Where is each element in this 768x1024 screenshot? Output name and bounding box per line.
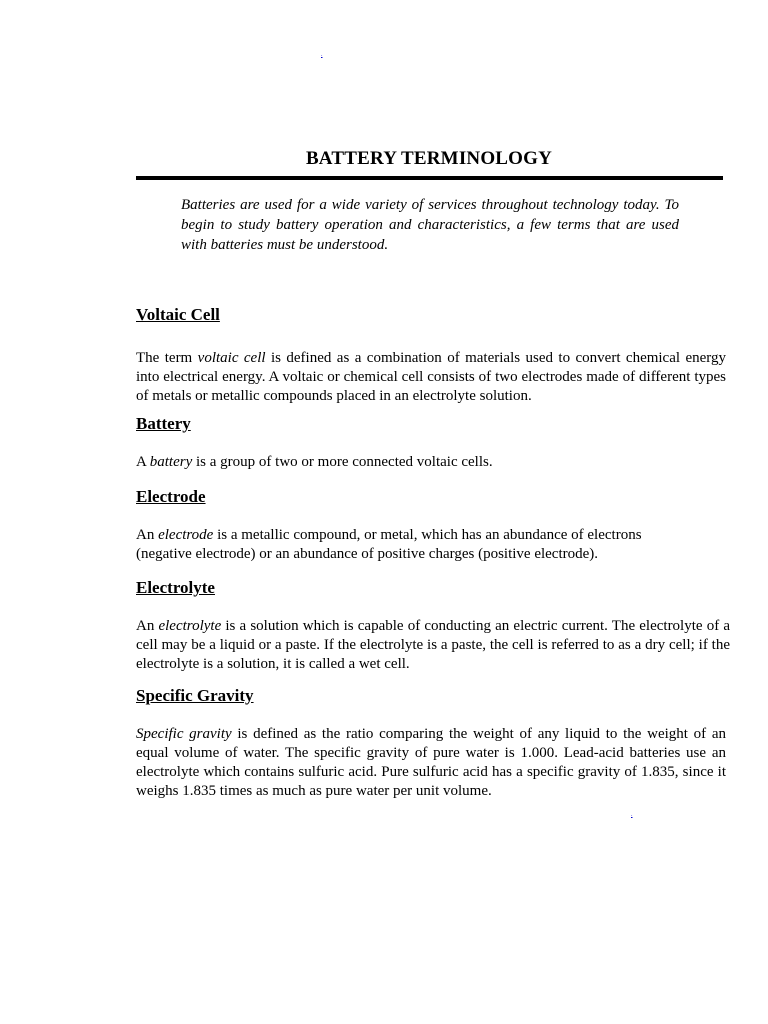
- section-body: [136, 349, 726, 406]
- section-electrode: [136, 487, 656, 564]
- body-text: is a solution which is capable of conducting an electric current. The electrolyte of a cell may be a liquid or a paste. If the electrolyte is a paste, the cell is referred to as a dry cell; if the electrolyte is a solution, it is called a wet cell.: [136, 618, 730, 672]
- body-text: An: [136, 618, 159, 634]
- body-text: An: [136, 527, 159, 543]
- section-specific-gravity: [136, 686, 726, 801]
- term-emphasis: Specific gravity: [136, 726, 232, 742]
- section-body: [136, 453, 726, 472]
- section-heading: Electrode: [136, 487, 206, 506]
- page-title: BATTERY TERMINOLOGY: [305, 148, 553, 169]
- body-text: is defined as a combination of materials used to convert chemical energy into electrical energy. A voltaic or chemical cell consists of two electrodes made of different types of metals or metallic compounds placed in an electrolyte solution.: [136, 350, 727, 404]
- title-divider: [136, 176, 723, 180]
- section-body: [136, 526, 656, 564]
- body-text: is a metallic compound, or metal, which has an abundance of electrons (negative electrode) or an abundance of positive charges (positive electrode).: [136, 527, 642, 562]
- section-heading: Voltaic Cell: [136, 305, 220, 324]
- section-heading: Battery: [136, 414, 191, 433]
- body-text: A: [136, 454, 150, 470]
- page-link-mark-top[interactable]: .: [321, 52, 323, 58]
- body-text: is defined as the ratio comparing the weight of any liquid to the weight of an equal volume of water. The specific gravity of pure water is 1.000. Lead-acid batteries use an electrolyte which contains sulfuric acid. Pure sulfuric acid has a specific gravity of 1.835, since it weighs 1.835 times as much as pure water per unit volume.: [136, 726, 727, 799]
- term-emphasis: electrolyte: [158, 618, 222, 634]
- term-emphasis: voltaic cell: [197, 350, 266, 366]
- term-emphasis: electrode: [158, 527, 214, 543]
- section-voltaic-cell: [136, 305, 726, 406]
- body-text: is a group of two or more connected voltaic cells.: [192, 454, 493, 470]
- section-heading: Electrolyte: [136, 578, 215, 597]
- page-link-mark-bottom[interactable]: .: [631, 812, 633, 818]
- section-body: [136, 725, 726, 801]
- term-emphasis: battery: [149, 454, 193, 470]
- section-body: [136, 617, 730, 674]
- body-text: The term: [136, 350, 198, 366]
- section-battery: [136, 414, 726, 472]
- section-heading: Specific Gravity: [136, 686, 254, 705]
- intro-paragraph: Batteries are used for a wide variety of services throughout technology today. To begin to study battery operation and characteristics, a few terms that are used with batteries must be understood.: [181, 197, 679, 253]
- section-electrolyte: [136, 578, 730, 674]
